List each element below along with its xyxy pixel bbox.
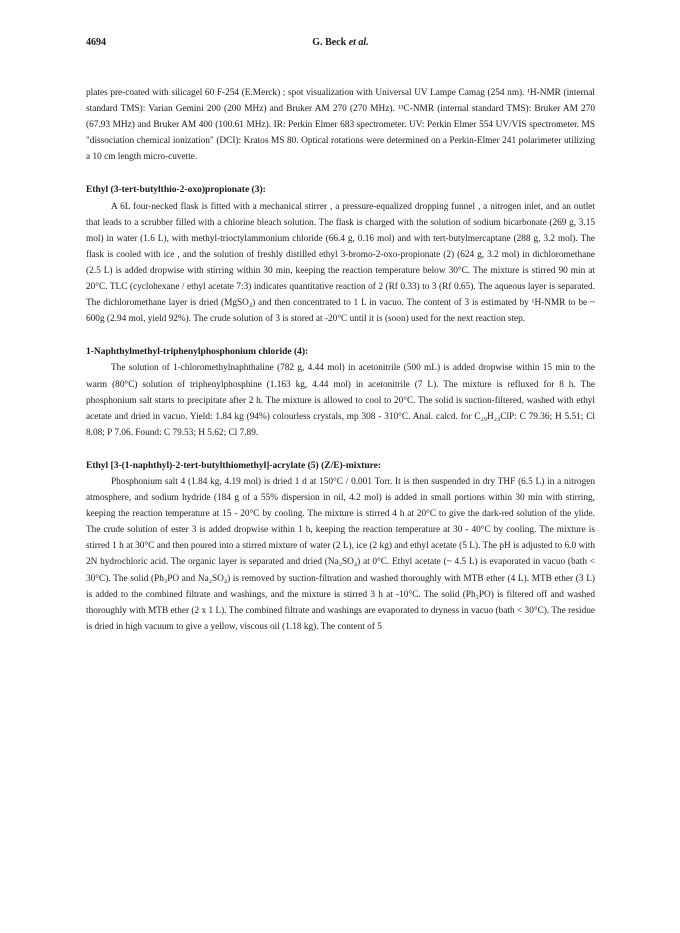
running-head-author: G. Beck [312,37,347,48]
section-spacer [86,441,595,458]
section-heading-compound-5: Ethyl [3-(1-naphthyl)-2-tert-butylthiomethyl]-acrylate (5) (Z/E)-mixture: [86,460,382,471]
section-spacer [86,165,595,182]
section-spacer [86,327,595,344]
section-heading-compound-3: Ethyl (3-tert-butylthio-2-oxo)propionate (3): [86,185,266,196]
procedure-paragraph-compound-5: Phosphonium salt 4 (1.84 kg, 4.19 mol) is dried 1 d at 150°C / 0.001 Torr. It is then suspended in dry THF (6.5 L) in a nitrogen atmosphere, and sodium hydride (184 g of a 55% dispersion in oil, 4.2 mol) is added in small portions within 30 min with stirring, keeping the reaction temperature at 15 - 20°C by cooling. The mixture is stirred 4 h at 20°C to give the dark-red solution of the ylide. The crude solution of ester 3 is added dropwise within 1 h, keeping the reaction temperature at 30 - 40°C by cooling. The mixture is stirred 1 h at 30°C and then poured into a stirred mixture of water (2 L), ice (2 kg) and ethyl acetate (5 L). The pH is adjusted to 6.0 with 2N hydrochloric acid. The organic layer is separated and dried (Na₂SO₄) at 0°C. Ethyl acetate (~ 4.5 L) is evaporated in vacuo (bath < 30°C). The solid (Ph₃PO and Na₂SO₄) is removed by suction-filtration and washed thoroughly with MTB ether (4 L). MTB ether (3 L) is added to the combined filtrate and washings, and the mixture is stirred 3 h at -10°C. The solid (Ph₃PO) is filtered off and washed thoroughly with MTB ether (2 x 1 L). The combined filtrate and washings are evaporated to dryness in vacuo (bath < 30°C). The residue is dried in high vacuum to give a yellow, viscous oil (1.18 kg). The content of 5 [86,476,595,632]
running-head-etal: et al. [348,37,369,48]
section-heading-compound-4: 1-Naphthylmethyl-triphenylphosphonium chloride (4): [86,347,309,358]
article-body [86,85,595,635]
procedure-paragraph-compound-4: The solution of 1-chloromethylnaphthaline (782 g, 4.44 mol) in acetonitrile (500 mL) is added dropwise within 15 min to the warm (80°C) solution of triphenylphosphine (1.163 kg, 4.44 mol) in acetonitrile (7 L). The mixture is refluxed for 8 h. The phosphonium salt starts to precipitate after 2 h. The mixture is allowed to cool to 20°C. The solid is suction-filtered, washed with ethyl acetate and dried in vacuo. Yield: 1.84 kg (94%) colourless crystals, mp 308 - 310°C. Anal. calcd. for C₂₉H₂₄ClP: C 79.36; H 5.51; Cl 8.08; P 7.06. Found: C 79.53; H 5.62; Cl 7.89. [86,363,595,438]
page-header [86,37,595,53]
running-head [86,37,595,48]
procedure-paragraph-compound-3: A 6L four-necked flask is fitted with a mechanical stirrer , a pressure-equalized dropping funnel , a nitrogen inlet, and an outlet that leads to a scrubber filled with a chlorine bleach solution. The flask is charged with the solution of sodium bicarbonate (269 g, 3.15 mol) in water (1.6 L), with methyl-trioctylammonium chloride (66.4 g, 0.16 mol) and with tert-butylmercaptane (288 g, 3.2 mol). The flask is cooled with ice , and the solution of freshly distilled ethyl 3-bromo-2-oxo-propionate (2) (624 g, 3.2 mol) in dichloromethane (2.5 L) is added dropwise with stirring within 30 min, keeping the reaction temperature below 30°C. The mixture is stirred 90 min at 20°C. TLC (cyclohexane / ethyl acetate 7:3) indicates quantitative reaction of 2 (Rf 0.33) to 3 (Rf 0.65). The aqueous layer is separated. The dichloromethane layer is dried (MgSO₄) and then concentrated to 1 L in vacuo. The content of 3 is estimated by ¹H-NMR to be ~ 600g (2.94 mol, yield 92%). The crude solution of 3 is stored at -20°C until it is (soon) used for the next reaction step. [86,201,595,325]
page-number: 4694 [86,37,106,48]
intro-paragraph: plates pre-coated with silicagel 60 F-254 (E.Merck) ; spot visualization with Universal UV Lampe Camag (254 nm). ¹H-NMR (internal standard TMS): Varian Gemini 200 (200 MHz) and Bruker AM 270 (270 MHz). ¹³C-NMR (internal standard TMS): Bruker AM 270 (67.93 MHz) and Bruker AM 400 (100.61 MHz). IR: Perkin Elmer 683 spectrometer. UV: Perkin Elmer 554 UV/VIS spectrometer. MS "dissociation chemical ionization" (DCI): Kratos MS 80. Optical rotations were determined on a Perkin-Elmer 241 polarimeter utilizing a 10 cm length micro-cuvette. [86,88,595,163]
